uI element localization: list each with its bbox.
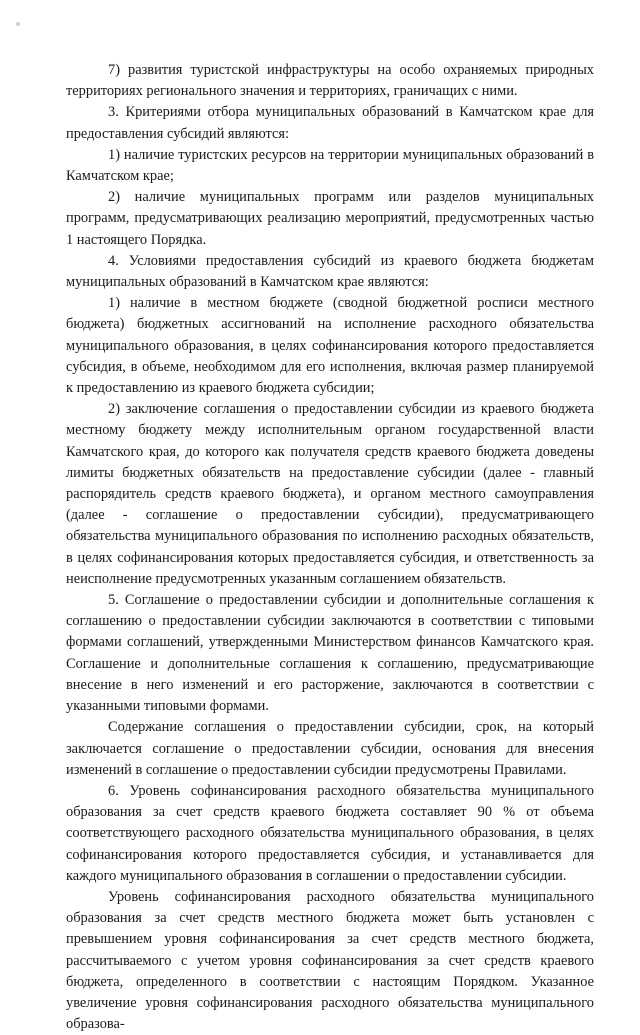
- document-page: [66, 60, 594, 1035]
- paragraph-9: Содержание соглашения о предоставлении субсидии, срок, на который заключается соглашение о предоставлении субсидии, основания для внесения изменений в соглашение о предоставлении субсидии предусмотрены Правилами.: [66, 719, 594, 778]
- paragraph-4: 2) наличие муниципальных программ или разделов муниципальных программ, предусматривающих реализацию мероприятий, предусмотренных частью 1 настоящего Порядка.: [66, 189, 594, 248]
- paragraph-3: 1) наличие туристских ресурсов на территории муниципальных образований в Камчатском крае;: [66, 146, 594, 185]
- scan-speck: [16, 22, 20, 26]
- paragraph-8: 5. Соглашение о предоставлении субсидии и дополнительные соглашения к соглашению о предоставлении субсидии заключаются в соответствии с типовыми формами соглашений, утвержденными Министерством финансов Камчатского края. Соглашение и дополнительные соглашения к соглашению, предусматривающие внесение в него изменений и его расторжение, заключаются в соответствии с указанными типовыми формами.: [66, 592, 594, 715]
- paragraph-2: 3. Критериями отбора муниципальных образований в Камчатском крае для предоставления субсидий являются:: [66, 104, 594, 142]
- paragraph-7: 2) заключение соглашения о предоставлении субсидии из краевого бюджета местному бюджету между исполнительным органом государственной власти Камчатского края, до которого как получателя средств краевого бюджета доведены лимиты бюджетных обязательств на предоставление субсидии (далее - главный распорядитель средств краевого бюджета), и органом местного самоуправления (далее - соглашение о предоставлении субсидии), предусматривающего обязательства муниципального образования по исполнению расходных обязательств, в целях софинансирования которых предоставляется субсидия, и ответственность за неисполнение предусмотренных указанным соглашением обязательств.: [66, 401, 594, 587]
- paragraph-1: 7) развития туристской инфраструктуры на особо охраняемых природных территориях регионального значения и территориях, граничащих с ними.: [66, 62, 594, 100]
- paragraph-5: 4. Условиями предоставления субсидий из краевого бюджета бюджетам муниципальных образований в Камчатском крае являются:: [66, 252, 594, 291]
- paragraph-10: 6. Уровень софинансирования расходного обязательства муниципального образования за счет средств краевого бюджета составляет 90 % от объема соответствующего расходного обязательства муниципального образования, в целях софинансирования которого предоставляется субсидия, и устанавливается для каждого муниципального образования в соглашении о предоставлении субсидии.: [66, 782, 594, 884]
- paragraph-6: 1) наличие в местном бюджете (сводной бюджетной росписи местного бюджета) бюджетных ассигнований на исполнение расходного обязательства муниципального образования, в целях софинансирования которого предоставляется субсидия, в объеме, необходимом для его исполнения, включая размер планируемой к предоставлению из краевого бюджета субсидии;: [66, 295, 594, 397]
- paragraph-11: Уровень софинансирования расходного обязательства муниципального образования за счет средств местного бюджета может быть установлен с превышением уровня софинансирования за счет средств местного бюджета, рассчитываемого с учетом уровня софинансирования за счет средств краевого бюджета, определенного в соответствии с настоящим Порядком. Указанное увеличение уровня софинансирования расходного обязательства муниципального образова-: [66, 888, 594, 1033]
